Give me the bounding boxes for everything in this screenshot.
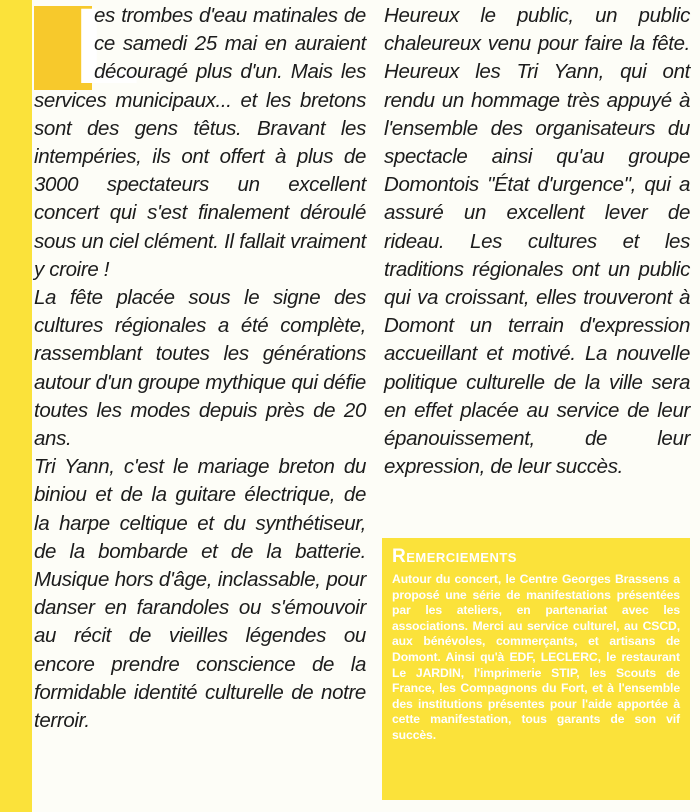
right-paragraph-1: Heureux le public, un public chaleureux venu pour faire la fête. Heureux les Tri Yann, qui ont rendu un hommage très appuyé à l'ensemble des organisateurs du spectacle ainsi qu'au groupe Domontois "État d'urgence", qui a assuré un excellent lever de rideau. Les cultures et les traditions régionales ont un public qui va croissant, elles trouveront à Domont un terrain d'expression accueillant et motivé. La nouvelle politique culturelle de la ville sera en effet placée au service de leur épanouissement, de leur expression, de leur succès.: [384, 4, 690, 479]
thanks-box: [382, 538, 690, 800]
thanks-box-text: Autour du concert, le Centre Georges Brassens a proposé une série de manifestations présentées par les ateliers, en partenariat avec les associations. Merci au service culturel, au CSCD, aux bénévoles, commerçants, et artisans de Domont. Ainsi qu'à EDF, LECLERC, le restaurant Le JARDIN, l'imprimerie STIP, les Scouts de France, les Compagnons du Fort, et à l'ensemble des institutions présentes pour l'aide apportée à cette manifestation, tous garants de son vif succès.: [392, 572, 680, 742]
article-right-column: [384, 2, 690, 481]
left-paragraph-2: La fête placée sous le signe des cultures régionales a été complète, rassemblant toutes les générations autour d'un groupe mythique qui défie toutes les modes depuis près de 20 ans.: [34, 286, 366, 451]
yellow-margin-strip: [0, 0, 32, 812]
article-left-column: [34, 2, 366, 735]
dropcap-spacer: [34, 2, 94, 84]
thanks-box-title: Remerciements: [392, 546, 517, 567]
dropcap-letter: L: [74, 0, 140, 106]
left-paragraph-1: es trombes d'eau matinales de ce samedi 25 mai en auraient découragé plus d'un. Mais les services municipaux... et les bretons sont des gens têtus. Bravant les intempéries, ils ont offert à plus de 3000 spectateurs un excellent concert qui s'est finalement déroulé sous un ciel clément. Il fallait vraiment y croire !: [34, 4, 366, 281]
left-paragraph-3: Tri Yann, c'est le mariage breton du biniou et de la guitare électrique, de la harpe celtique et du synthétiseur, de la bombarde et de la batterie. Musique hors d'âge, inclassable, pour danser en farandoles ou s'émouvoir au récit de vieilles légendes ou encore prendre conscience de la formidable identité culturelle de notre terroir.: [34, 455, 366, 733]
